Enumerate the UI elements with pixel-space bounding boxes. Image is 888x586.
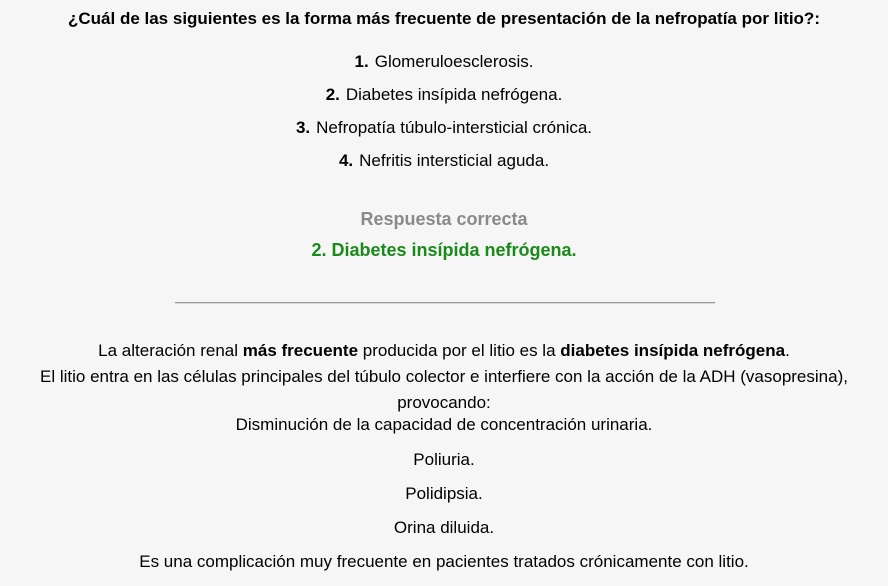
explanation-block bbox=[0, 338, 888, 416]
effect-diluted-urine: Orina diluida. bbox=[393, 518, 495, 537]
option-text: Glomeruloesclerosis. bbox=[374, 52, 534, 71]
explanation-line-3: provocando: bbox=[397, 393, 491, 412]
explanation-text: La alteración renal bbox=[98, 341, 243, 360]
explanation-emphasis: diabetes insípida nefrógena bbox=[560, 341, 786, 360]
option-4 bbox=[0, 151, 888, 184]
explanation-line-1 bbox=[0, 338, 888, 364]
option-text: Nefritis intersticial aguda. bbox=[359, 151, 550, 170]
correct-answer-value: 2. Diabetes insípida nefrógena. bbox=[311, 240, 577, 260]
option-2 bbox=[0, 85, 888, 118]
explanation-text: producida por el litio es la bbox=[358, 341, 561, 360]
option-number: 4. bbox=[338, 151, 354, 170]
option-number: 3. bbox=[295, 118, 311, 137]
option-3 bbox=[0, 118, 888, 151]
section-divider bbox=[175, 302, 715, 304]
option-number: 1. bbox=[354, 52, 369, 71]
effect-polydipsia: Polidipsia. bbox=[405, 484, 483, 503]
effect-concentration: Disminución de la capacidad de concentración urinaria. bbox=[235, 415, 653, 434]
question-text: ¿Cuál de las siguientes es la forma más frecuente de presentación de la nefropatía por litio?: bbox=[68, 9, 820, 28]
option-1 bbox=[0, 52, 888, 85]
option-number: 2. bbox=[325, 85, 340, 104]
explanation-conclusion: Es una complicación muy frecuente en pacientes tratados crónicamente con litio. bbox=[139, 552, 749, 571]
answer-options bbox=[0, 52, 888, 184]
explanation-emphasis: más frecuente bbox=[242, 341, 359, 360]
option-text: Diabetes insípida nefrógena. bbox=[345, 85, 563, 104]
correct-answer-heading: Respuesta correcta bbox=[360, 209, 528, 229]
explanation-line-2: El litio entra en las células principales del túbulo colector e interfiere con la acción de la ADH (vasopresina), bbox=[40, 367, 848, 386]
option-text: Nefropatía túbulo-intersticial crónica. bbox=[316, 118, 593, 137]
explanation-text: . bbox=[785, 341, 790, 360]
effect-polyuria: Poliuria. bbox=[413, 450, 475, 469]
